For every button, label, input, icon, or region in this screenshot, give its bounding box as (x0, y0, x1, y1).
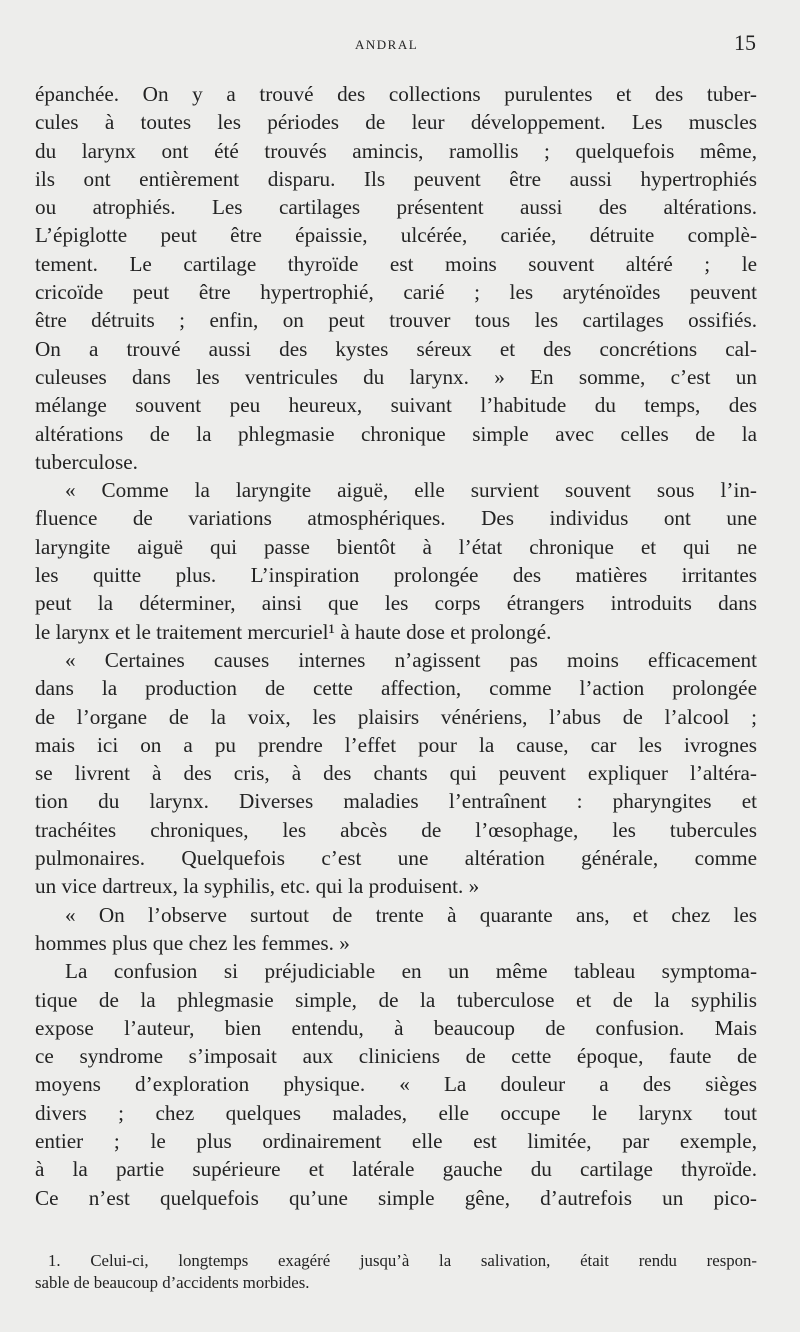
text-line: laryngite aiguë qui passe bientôt à l’état chronique et qui ne (35, 534, 757, 559)
text-line: peut la déterminer, ainsi que les corps étrangers introduits dans (35, 591, 757, 616)
text-line: altérations de la phlegmasie chronique simple avec celles de la (35, 421, 757, 446)
text-line: « On l’observe surtout de trente à quarante ans, et chez les (65, 902, 757, 927)
text-line: « Comme la laryngite aiguë, elle survient souvent sous l’in- (65, 478, 757, 503)
running-head: ANDRAL (355, 37, 419, 52)
text-line: tuberculose. (35, 449, 138, 474)
text-line: entier ; le plus ordinairement elle est limitée, par exemple, (35, 1128, 757, 1153)
text-line: divers ; chez quelques malades, elle occupe le larynx tout (35, 1100, 757, 1125)
text-line: dans la production de cette affection, comme l’action prolongée (35, 676, 757, 701)
text-line: pulmonaires. Quelquefois c’est une altération générale, comme (35, 846, 757, 871)
text-line: tion du larynx. Diverses maladies l’entraînent : pharyngites et (35, 789, 757, 814)
text-line: hommes plus que chez les femmes. » (35, 930, 350, 955)
text-line: être détruits ; enfin, on peut trouver tous les cartilages ossifiés. (35, 308, 757, 333)
text-line: ils ont entièrement disparu. Ils peuvent être aussi hypertrophiés (35, 166, 757, 191)
body-text (35, 80, 757, 1212)
text-line: ou atrophiés. Les cartilages présentent aussi des altérations. (35, 195, 757, 220)
text-line: se livrent à des cris, à des chants qui peuvent expliquer l’altéra- (35, 761, 757, 786)
text-line: moyens d’exploration physique. « La douleur a des sièges (35, 1072, 757, 1097)
text-line: cricoïde peut être hypertrophié, carié ; les aryténoïdes peuvent (35, 280, 757, 305)
text-line: épanchée. On y a trouvé des collections purulentes et des tuber- (35, 82, 757, 106)
text-line: La confusion si préjudiciable en un même tableau symptoma- (65, 959, 757, 984)
footnotes (35, 1250, 757, 1294)
footnote-line: sable de beaucoup d’accidents morbides. (35, 1273, 310, 1292)
text-line: tique de la phlegmasie simple, de la tuberculose et de la syphilis (35, 987, 757, 1012)
text-line: expose l’auteur, bien entendu, à beaucoup de confusion. Mais (35, 1015, 757, 1040)
footnote-line: 1. Celui-ci, longtemps exagéré jusqu’à la salivation, était rendu respon- (48, 1251, 757, 1270)
text-line: mélange souvent peu heureux, suivant l’habitude du temps, des (35, 393, 757, 418)
text-line: les quitte plus. L’inspiration prolongée des matières irritantes (35, 563, 757, 588)
text-line: « Certaines causes internes n’agissent pas moins efficacement (65, 647, 757, 672)
text-line: à la partie supérieure et latérale gauche du cartilage thyroïde. (35, 1157, 757, 1182)
text-line: fluence de variations atmosphériques. Des individus ont une (35, 506, 757, 531)
text-line: mais ici on a pu prendre l’effet pour la cause, car les ivrognes (35, 732, 757, 757)
page-number: 15 (734, 30, 756, 55)
text-line: culeuses dans les ventricules du larynx. » En somme, c’est un (35, 364, 757, 389)
text-line: L’épiglotte peut être épaissie, ulcérée, cariée, détruite complè- (35, 223, 757, 248)
text-line: On a trouvé aussi des kystes séreux et des concrétions cal- (35, 336, 757, 361)
text-line: un vice dartreux, la syphilis, etc. qui la produisent. » (35, 874, 480, 899)
text-line: de l’organe de la voix, les plaisirs vénériens, l’abus de l’alcool ; (35, 704, 757, 729)
text-line: tement. Le cartilage thyroïde est moins souvent altéré ; le (35, 251, 757, 276)
text-line: Ce n’est quelquefois qu’une simple gêne, d’autrefois un pico- (35, 1185, 757, 1210)
text-line: le larynx et le traitement mercuriel¹ à haute dose et prolongé. (35, 619, 552, 644)
text-line: du larynx ont été trouvés amincis, ramollis ; quelquefois même, (35, 138, 757, 163)
text-line: ce syndrome s’imposait aux cliniciens de cette époque, faute de (35, 1044, 757, 1069)
text-line: trachéites chroniques, les abcès de l’œsophage, les tubercules (35, 817, 757, 842)
text-line: cules à toutes les périodes de leur développement. Les muscles (35, 110, 757, 135)
